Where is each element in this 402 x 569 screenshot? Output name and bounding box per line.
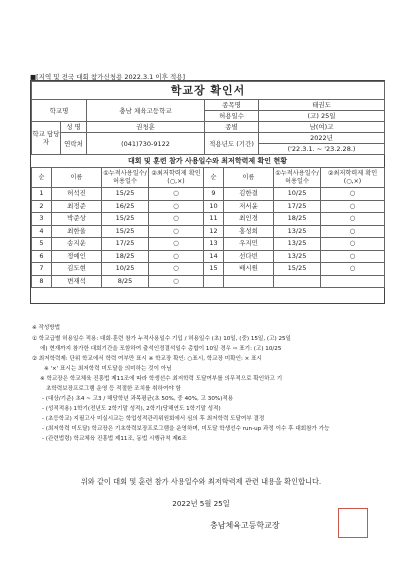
method-line: - (최저학력 미도달) 학교장은 기초학력보장프로그램을 운영하며, 미도달 학생선수 run-up 과정 이수 후 대회참가 가능 [42,426,330,432]
col-academic: ②최저학력제 확인(○,×) [321,168,385,188]
event-value: 태권도 [259,100,385,111]
category-value: 남(여)고 [259,122,385,133]
category-label: 종별 [205,122,259,133]
table-row [32,250,385,263]
table-row [32,275,385,288]
student-no: 8 [32,275,52,288]
student-days: 18/25 [274,213,321,226]
student-days: 10/25 [274,188,321,201]
student-days: 13/25 [274,250,321,263]
student-days: 17/25 [102,238,149,251]
official-seal [338,508,368,538]
student-no: 6 [32,250,52,263]
name-label: 성 명 [61,122,87,133]
student-no: 4 [32,225,52,238]
allow-value: (고) 25일 [259,111,385,122]
student-days: 15/25 [102,225,149,238]
student-mark: ○ [321,213,385,226]
student-name: 송지운 [52,238,102,251]
table-row [32,225,385,238]
writing-method [32,323,382,444]
table-row [32,263,385,276]
student-days: 13/25 [274,225,321,238]
student-name: 배시원 [224,263,274,276]
school-name: 충남 체육고등학교 [87,100,205,122]
student-mark: ○ [149,188,204,201]
student-name: 박준상 [52,213,102,226]
method-line: ※ 학교장은 학교체육 진흥법 제11조에 따라 학생선수 최저학력 도달여부를 의무적으로 확인하고 기 [40,376,283,382]
col-days: ①누적사용일수/허용일수 [274,168,321,188]
student-days [274,275,321,288]
contact-label: 연락처 [61,133,87,155]
student-days: 15/25 [102,188,149,201]
student-mark: ○ [321,263,385,276]
col-name: 이름 [52,168,102,188]
student-days: 16/25 [102,200,149,213]
student-no: 9 [204,188,224,201]
student-name: 선다빈 [224,250,274,263]
event-label: 종목명 [205,100,259,111]
sign-date: 2022년 5월 25일 [172,499,230,508]
top-note: ■[지역 및 전국 대회 참가신청용 2022.3.1 이후 적용] [30,73,186,81]
student-name [224,275,274,288]
student-no: 2 [32,200,52,213]
student-days: 13/25 [274,238,321,251]
student-no [204,275,224,288]
student-no: 7 [32,263,52,276]
student-mark: ○ [321,225,385,238]
student-mark: ○ [149,250,204,263]
student-mark: ○ [149,213,204,226]
student-name: 최인경 [224,213,274,226]
student-name: 변재석 [52,275,102,288]
method-title: ※ 작성방법 [32,325,61,331]
student-no: 3 [32,213,52,226]
student-name: 최한울 [52,225,102,238]
method-line: - (관련법령) 학교체육 진흥법 제11조, 동법 시행규칙 제6조 [42,436,187,442]
section-subtitle: 대회 및 훈련 참가 사용일수와 최저학력제 확인 현황 [127,157,288,165]
student-mark: ○ [321,238,385,251]
student-name: 최정준 [52,200,102,213]
method-line: ※ '×' 표시는 최저학력 미도달을 의미하는 것이 아님 [44,366,172,372]
col-name: 이름 [224,168,274,188]
student-days: 15/25 [102,213,149,226]
student-no: 5 [32,238,52,251]
student-mark [321,275,385,288]
method-line: - (초등학교) 지필고사 미실시교는 학업성적관리위원회에서 심의 후 최저학력 도달여부 결정 [42,416,265,422]
method-line: 에) 현재까지 참가한 대회기간을 포함하여 출석인정결석일수 총합이 10일 경우 ⇨ 표기: (고) 10/25 [40,346,282,352]
student-mark: ○ [321,188,385,201]
student-no: 13 [204,238,224,251]
student-no: 10 [204,200,224,213]
apply-label: 적용년도 (기간) [205,133,259,155]
student-name: 정예인 [52,250,102,263]
student-mark: ○ [149,200,204,213]
student-days: 17/25 [274,200,321,213]
student-no: 1 [32,188,52,201]
method-line: - (성적적용) 1학기(전년도 2학기말 성적), 2학기(당해연도 1학기말 성적) [42,406,221,412]
allow-label: 허용일수 [205,111,259,122]
student-days: 10/25 [102,263,149,276]
student-no: 11 [204,213,224,226]
student-name: 김도현 [52,263,102,276]
student-name: 허석진 [52,188,102,201]
student-mark: ○ [149,275,204,288]
student-mark: ○ [149,225,204,238]
student-days: 18/25 [102,250,149,263]
apply-year: 2022년 [259,133,385,144]
student-name: 우지민 [224,238,274,251]
confirm-statement: 위와 같이 대회 및 훈련 참가 사용일수와 최저학력제 관련 내용을 확인합니다. [80,477,322,486]
student-mark: ○ [149,238,204,251]
col-no: 순 [204,168,224,188]
student-name: 김한결 [224,188,274,201]
method-line: - (대상/기준) 초4 ~ 고3 / 해당학년 과목평균(초 50%, 중 40%, 고 30%)적용 [42,396,234,402]
name-value: 권청훈 [87,122,205,133]
method-line: ② 최저학력제: 단위 학교에서 학력 여부만 표시 ※ 학교장 확인: ○표시, 학교장 미확인: × 표시 [32,356,262,362]
student-no: 15 [204,263,224,276]
officer-label: 학교 담당자 [32,122,61,155]
student-mark: ○ [321,200,385,213]
confirmation-form [30,80,385,304]
contact-value: (041)730-9122 [87,133,205,155]
col-days: ①누적사용일수/허용일수 [102,168,149,188]
school-label: 학교명 [32,100,87,122]
student-no: 12 [204,225,224,238]
student-name: 홍성희 [224,225,274,238]
students-table [31,167,385,288]
method-line: 초학력보장프로그램 운영 등 적절한 조치를 취하여야 함 [46,386,181,392]
page-title: 학교장 확인서 [32,82,385,100]
student-days: 15/25 [274,263,321,276]
student-no: 14 [204,250,224,263]
table-row [32,238,385,251]
col-no: 순 [32,168,52,188]
table-row [32,213,385,226]
col-academic: ②최저학력제 확인(○,×) [149,168,204,188]
apply-period: ('22.3.1. ~ '23.2.28.) [259,144,385,155]
principal-signature: 충남체육고등학교장 [210,521,280,530]
student-mark: ○ [149,263,204,276]
student-name: 저서윤 [224,200,274,213]
header-table [31,81,385,155]
table-row [32,188,385,201]
method-line: ① 학교급별 허용일수 적용: 대회·훈련 참가 누적사용일수 기입 / 허용일수 (초) 10일, (중) 15일, (고) 25일 [32,336,291,342]
student-mark: ○ [321,250,385,263]
student-days: 8/25 [102,275,149,288]
table-row [32,200,385,213]
